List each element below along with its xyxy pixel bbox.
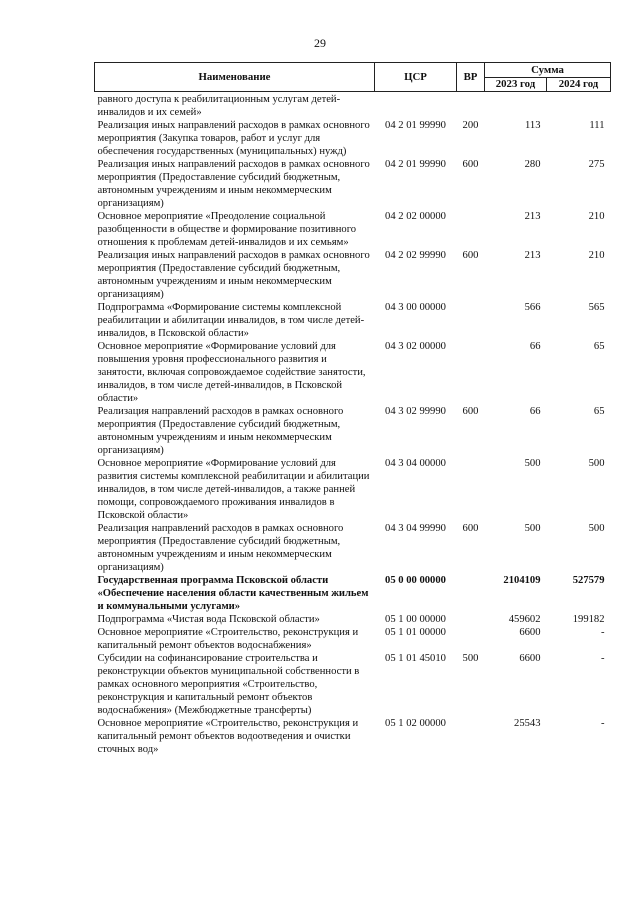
row-sum-2023: 6600 <box>519 627 541 638</box>
row-sum-2023: 213 <box>524 211 541 222</box>
row-csr: 05 1 01 45010 <box>385 653 446 664</box>
row-csr: 05 1 00 00000 <box>385 614 446 625</box>
row-csr: 04 3 02 99990 <box>385 406 446 417</box>
header-year-2024: 2024 год <box>547 78 611 92</box>
row-vr: 600 <box>462 250 479 261</box>
row-name: Подпрограмма «Формирование системы комплексной реабилитации и абилитации инвалидов, в том числе детей-инвалидов, в Псковской области» <box>97 302 365 339</box>
row-name: Реализация иных направлений расходов в рамках основного мероприятия (Предоставление субсидий бюджетным, автономным учреждениям и иным некоммерческим организациям) <box>97 159 370 209</box>
row-csr: 04 2 01 99990 <box>385 159 446 170</box>
row-sum-2023 <box>485 92 547 120</box>
table-row <box>95 210 611 249</box>
row-sum-2024 <box>547 92 611 120</box>
table-row <box>95 340 611 405</box>
row-name: Государственная программа Псковской области «Обеспечение населения области качественным жильем и коммунальными услугами» <box>97 575 369 612</box>
row-sum-2024: 210 <box>588 211 605 222</box>
row-csr: 05 1 02 00000 <box>385 718 446 729</box>
row-csr: 04 2 01 99990 <box>385 120 446 131</box>
row-name: Реализация иных направлений расходов в рамках основного мероприятия (Закупка товаров, работ и услуг для обеспечения государственных (муниципальных) нужд) <box>97 120 370 157</box>
table-row <box>95 613 611 626</box>
row-sum-2024: - <box>600 627 605 638</box>
row-name: Субсидии на софинансирование строительства и реконструкции объектов муниципальной собственности в рамках основного мероприятия «Строительство, реконструкция и капитальный ремонт объектов водоснабжения» (Межбюджетные трансферты) <box>97 653 360 716</box>
table-row <box>95 158 611 210</box>
table-row <box>95 626 611 652</box>
row-sum-2023: 25543 <box>514 718 541 729</box>
row-vr <box>457 457 485 522</box>
header-csr: ЦСР <box>375 63 457 92</box>
row-vr <box>457 613 485 626</box>
row-name: Основное мероприятие «Строительство, реконструкция и капитальный ремонт объектов водоснабжения» <box>97 627 359 651</box>
table-row <box>95 717 611 756</box>
table-row <box>95 249 611 301</box>
row-sum-2024: - <box>600 653 605 664</box>
row-vr: 600 <box>462 159 479 170</box>
row-name: Подпрограмма «Чистая вода Псковской области» <box>97 614 320 625</box>
row-vr <box>457 301 485 340</box>
row-sum-2024: 210 <box>588 250 605 261</box>
row-sum-2023: 500 <box>524 523 541 534</box>
table-row <box>95 652 611 717</box>
header-year-2023: 2023 год <box>485 78 547 92</box>
row-csr: 04 3 04 99990 <box>385 523 446 534</box>
row-csr: 04 3 00 00000 <box>385 302 446 313</box>
row-sum-2024: 65 <box>593 406 605 417</box>
row-csr <box>375 92 457 120</box>
row-name: равного доступа к реабилитационным услугам детей-инвалидов и их семей» <box>97 94 341 118</box>
row-sum-2023: 113 <box>525 120 541 131</box>
row-sum-2023: 2104109 <box>503 575 541 586</box>
row-sum-2024: - <box>600 718 605 729</box>
table-row <box>95 301 611 340</box>
row-vr: 600 <box>462 523 479 534</box>
table-row <box>95 92 611 120</box>
row-sum-2024: 275 <box>588 159 605 170</box>
row-vr: 500 <box>462 653 479 664</box>
table-row <box>95 119 611 158</box>
table-header <box>95 63 611 92</box>
row-vr <box>457 626 485 652</box>
row-vr <box>457 210 485 249</box>
row-sum-2024: 527579 <box>572 575 605 586</box>
row-sum-2024: 65 <box>593 341 605 352</box>
table-row <box>95 405 611 457</box>
row-csr: 05 0 00 00000 <box>385 575 446 586</box>
row-sum-2023: 566 <box>524 302 541 313</box>
table-row <box>95 574 611 613</box>
row-vr <box>457 92 485 120</box>
table-row <box>95 457 611 522</box>
row-vr: 200 <box>462 120 479 131</box>
row-sum-2023: 459602 <box>508 614 541 625</box>
row-name: Реализация направлений расходов в рамках основного мероприятия (Предоставление субсидий бюджетным, автономным учреждениям и иным некоммерческим организациям) <box>97 406 344 456</box>
row-csr: 04 3 04 00000 <box>385 458 446 469</box>
row-vr: 600 <box>462 406 479 417</box>
row-vr <box>457 340 485 405</box>
header-vr: ВР <box>457 63 485 92</box>
header-name: Наименование <box>95 63 375 92</box>
row-sum-2023: 213 <box>524 250 541 261</box>
row-sum-2024: 565 <box>588 302 605 313</box>
header-sum: Сумма <box>485 63 611 78</box>
row-sum-2023: 66 <box>529 406 541 417</box>
budget-table <box>94 62 611 756</box>
row-vr <box>457 574 485 613</box>
row-csr: 04 2 02 00000 <box>385 211 446 222</box>
row-sum-2024: 111 <box>589 120 605 131</box>
row-name: Основное мероприятие «Преодоление социальной разобщенности в обществе и формирование позитивного отношения к проблемам детей-инвалидов и их семьям» <box>97 211 357 248</box>
row-sum-2023: 500 <box>524 458 541 469</box>
row-sum-2024: 500 <box>588 523 605 534</box>
row-sum-2023: 280 <box>524 159 541 170</box>
row-sum-2023: 66 <box>529 341 541 352</box>
row-sum-2024: 199182 <box>572 614 605 625</box>
row-csr: 04 3 02 00000 <box>385 341 446 352</box>
table-body <box>95 92 611 757</box>
table-row <box>95 522 611 574</box>
row-csr: 04 2 02 99990 <box>385 250 446 261</box>
row-vr <box>457 717 485 756</box>
row-name: Реализация направлений расходов в рамках основного мероприятия (Предоставление субсидий бюджетным, автономным учреждениям и иным некоммерческим организациям) <box>97 523 344 573</box>
row-sum-2023: 6600 <box>519 653 541 664</box>
row-csr: 05 1 01 00000 <box>385 627 446 638</box>
row-name: Основное мероприятие «Формирование условий для развития системы комплексной реабилитации и абилитации инвалидов, в том числе детей-инвалидов, а также ранней помощи, сопровождаемого проживания инвалидов в Псковской области» <box>97 458 370 521</box>
row-name: Основное мероприятие «Формирование условий для повышения уровня профессионального развития и занятости, включая сопровождаемое содействие занятости, инвалидов, в том числе детей-инвалидов, в Псковской области» <box>97 341 366 404</box>
row-name: Основное мероприятие «Строительство, реконструкция и капитальный ремонт объектов водоотведения и очистки сточных вод» <box>97 718 359 755</box>
row-sum-2024: 500 <box>588 458 605 469</box>
row-name: Реализация иных направлений расходов в рамках основного мероприятия (Предоставление субсидий бюджетным, автономным учреждениям и иным некоммерческим организациям) <box>97 250 370 300</box>
page-number: 29 <box>314 36 326 50</box>
